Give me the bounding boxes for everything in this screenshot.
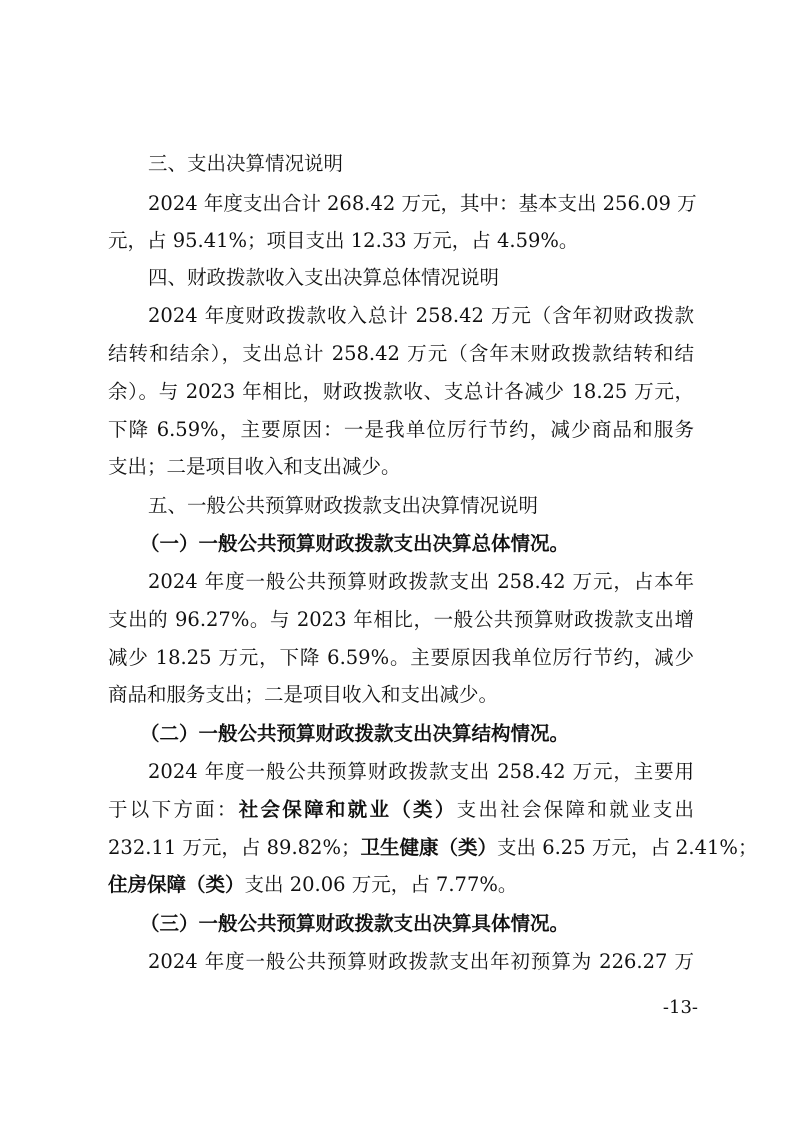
subsection-1-line-1: 2024 年度一般公共预算财政拨款支出 258.42 万元，占本年 xyxy=(148,570,694,593)
subsection-1-heading: （一）一般公共预算财政拨款支出决算总体情况。 xyxy=(140,532,570,555)
text-run: 232.11 万元，占 89.82%； xyxy=(108,836,361,859)
text-run: 支出 20.06 万元，占 7.77%。 xyxy=(244,873,518,896)
section-4-line-3: 余）。与 2023 年相比，财政拨款收、支总计各减少 18.25 万元， xyxy=(108,380,694,403)
section-4-heading: 四、财政拨款收入支出决算总体情况说明 xyxy=(148,266,500,289)
text-run: 支出社会保障和就业支出 xyxy=(456,798,694,821)
subsection-2-line-3 xyxy=(108,835,758,861)
subsection-2-line-1: 2024 年度一般公共预算财政拨款支出 258.42 万元，主要用 xyxy=(148,760,694,783)
subsection-1-line-2: 支出的 96.27%。与 2023 年相比，一般公共预算财政拨款支出增 xyxy=(108,608,694,631)
subsection-3-line-1: 2024 年度一般公共预算财政拨款支出年初预算为 226.27 万 xyxy=(148,950,694,973)
section-4-line-1: 2024 年度财政拨款收入总计 258.42 万元（含年初财政拨款 xyxy=(148,304,694,327)
section-3-line-2: 元，占 95.41%；项目支出 12.33 万元，占 4.59%。 xyxy=(108,229,579,252)
text-run: 支出 6.25 万元，占 2.41%； xyxy=(497,836,758,859)
section-3-line-1: 2024 年度支出合计 268.42 万元，其中：基本支出 256.09 万 xyxy=(148,192,697,215)
section-3-heading: 三、支出决算情况说明 xyxy=(148,152,344,175)
section-5-heading: 五、一般公共预算财政拨款支出决算情况说明 xyxy=(148,494,539,517)
section-4-line-5: 支出；二是项目收入和支出减少。 xyxy=(108,455,401,478)
text-run: 于以下方面： xyxy=(108,798,239,821)
subsection-2-heading: （二）一般公共预算财政拨款支出决算结构情况。 xyxy=(140,722,570,745)
subsection-2-line-4 xyxy=(108,872,694,898)
section-4-line-2: 结转和结余），支出总计 258.42 万元（含年末财政拨款结转和结 xyxy=(108,342,694,365)
subsection-1-line-3: 减少 18.25 万元，下降 6.59%。主要原因我单位厉行节约，减少 xyxy=(108,646,694,669)
subsection-1-line-4: 商品和服务支出；二是项目收入和支出减少。 xyxy=(108,683,499,706)
subsection-2-line-2 xyxy=(108,797,694,823)
category-label-health: 卫生健康（类） xyxy=(360,836,497,859)
category-label-social-security: 社会保障和就业（类） xyxy=(238,798,457,821)
section-4-line-4: 下降 6.59%，主要原因：一是我单位厉行节约，减少商品和服务 xyxy=(108,418,694,441)
page-number: -13- xyxy=(662,997,698,1018)
category-label-housing: 住房保障（类） xyxy=(108,873,245,896)
subsection-3-heading: （三）一般公共预算财政拨款支出决算具体情况。 xyxy=(140,912,570,935)
